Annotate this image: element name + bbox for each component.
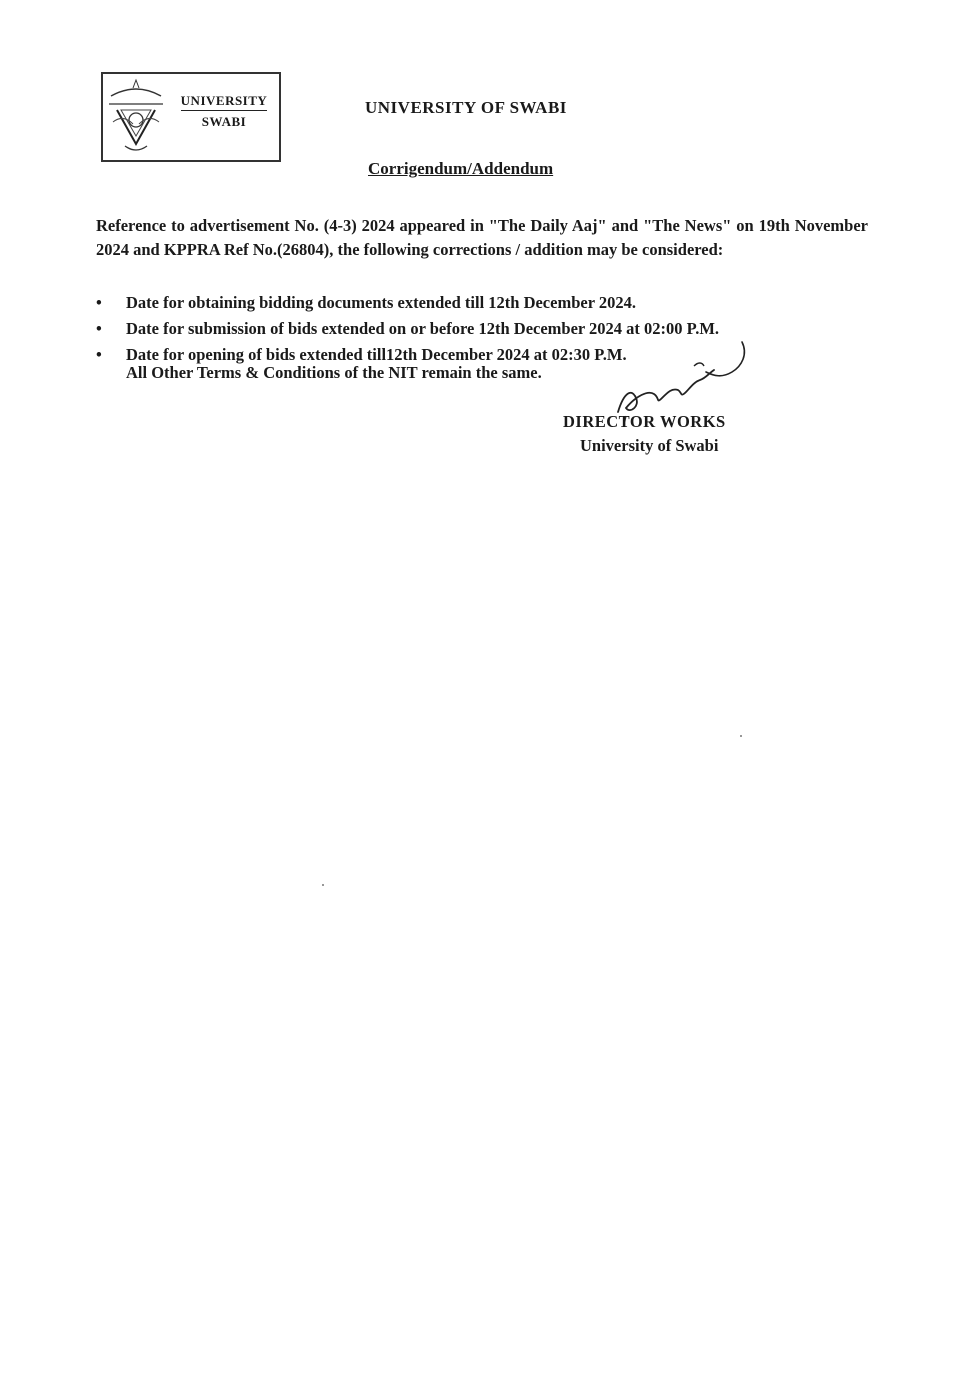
list-item-text: Date for obtaining bidding documents extended till 12th December 2024. — [126, 293, 636, 312]
organization-name: UNIVERSITY OF SWABI — [365, 98, 567, 117]
closing-statement: All Other Terms & Conditions of the NIT remain the same. — [126, 363, 542, 382]
bullet-icon: • — [96, 345, 102, 364]
logo-text-swabi: SWABI — [201, 114, 247, 129]
signatory-organization: University of Swabi — [580, 436, 719, 455]
university-logo — [101, 72, 281, 162]
logo-text-university: UNIVERSITY — [181, 94, 268, 111]
list-item — [96, 290, 856, 316]
bullet-icon: • — [96, 293, 102, 312]
list-item-text: Date for submission of bids extended on or before 12th December 2024 at 02:00 P.M. — [126, 319, 720, 338]
scan-speck — [740, 735, 742, 737]
list-item-text: Date for opening of bids extended till12th December 2024 at 02:30 P.M. — [126, 345, 627, 364]
intro-paragraph: Reference to advertisement No. (4-3) 2024 appeared in "The Daily Aaj" and "The News" on 19th November 2024 and KPPRA Ref No.(26804), the following corrections / addition may be considered: — [96, 216, 868, 259]
university-emblem-icon — [103, 74, 169, 160]
scan-speck — [322, 884, 324, 886]
handwritten-signature — [610, 332, 760, 422]
bullet-icon: • — [96, 319, 102, 338]
document-title: Corrigendum/Addendum — [368, 159, 554, 178]
logo-wordmark — [169, 74, 279, 160]
signatory-title: DIRECTOR WORKS — [563, 412, 726, 431]
